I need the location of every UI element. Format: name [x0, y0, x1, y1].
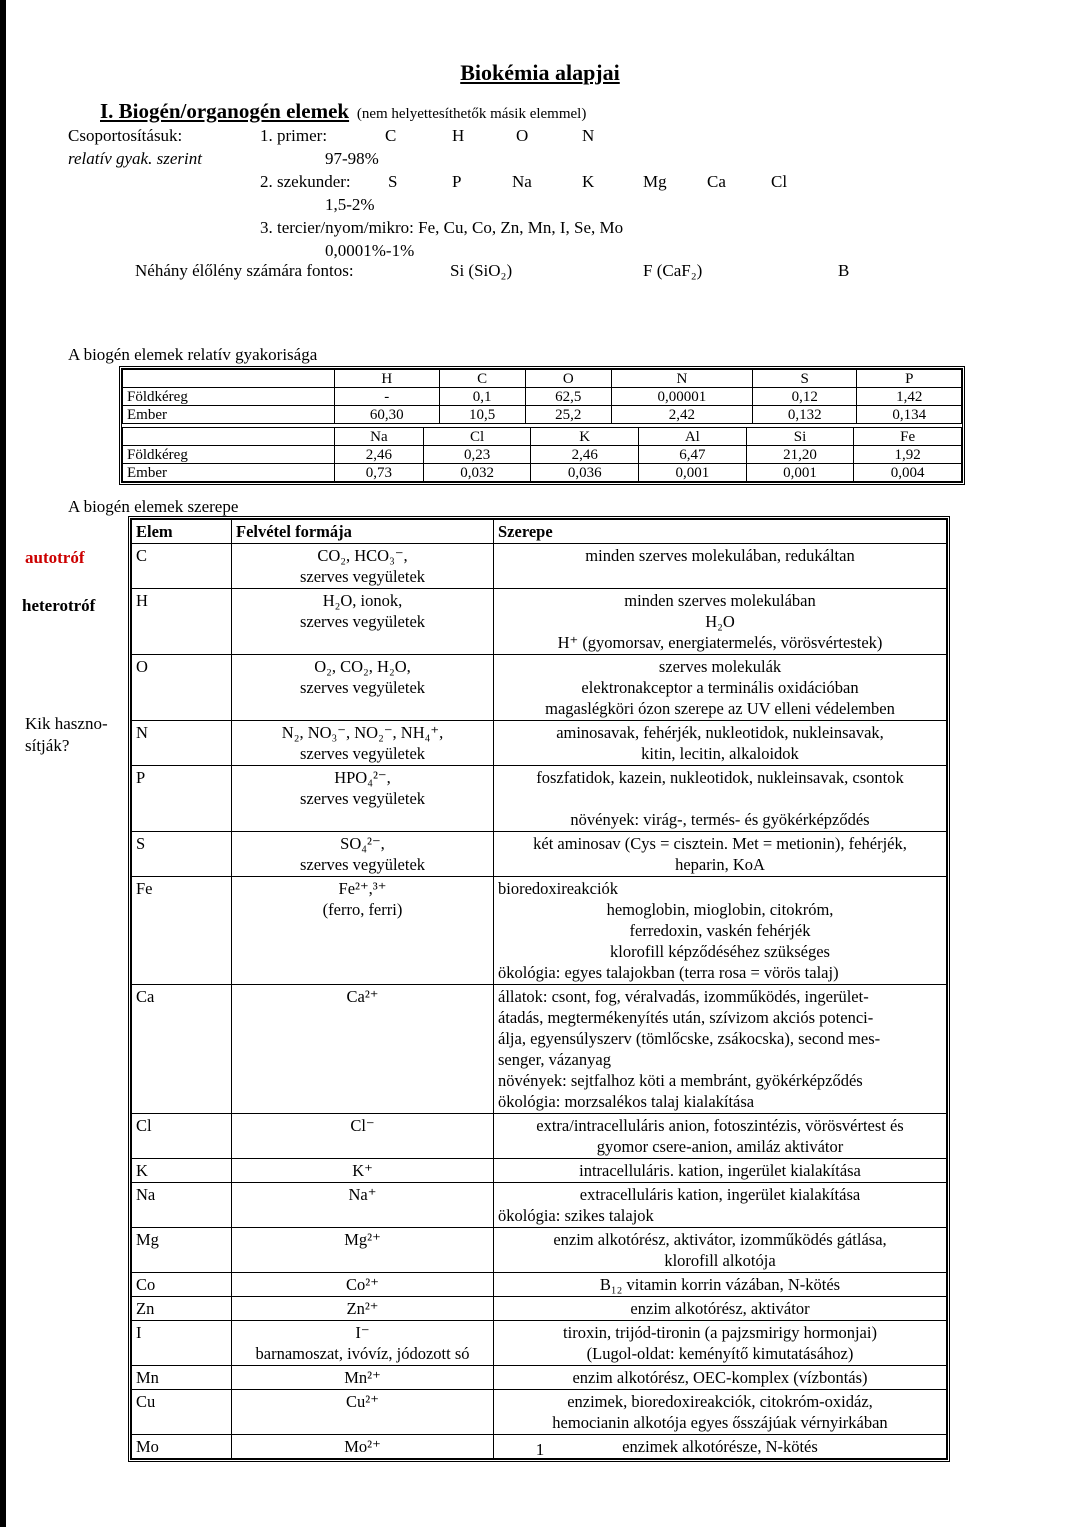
element-symbol: Zn [132, 1297, 232, 1321]
primer-label: 1. primer: [260, 126, 328, 145]
freq-value: 10,5 [439, 406, 525, 424]
uptake-form: I⁻ barnamoszat, ivóvíz, jódozott só [232, 1321, 494, 1366]
uptake-form: Ca²⁺ [232, 985, 494, 1114]
role-description: minden szerves molekulában H₂O H⁺ (gyomorsav, energiatermelés, vörösvértestek) [494, 589, 947, 655]
role-row-na [132, 1183, 947, 1228]
uptake-form: N₂, NO₃⁻, NO₂⁻, NH₄⁺, szerves vegyületek [232, 721, 494, 766]
freq-col-header: Na [335, 428, 424, 446]
primer-percentage: 97-98% [325, 149, 379, 168]
freq-value: 25,2 [525, 406, 611, 424]
role-row-mg [132, 1228, 947, 1273]
szekunder-element-s: S [388, 172, 398, 191]
important-item-f: F (CaF₂) [643, 261, 703, 280]
role-table-grid [131, 519, 947, 1459]
szekunder-element-mg: Mg [643, 172, 667, 191]
freq-value: 2,46 [531, 446, 639, 464]
element-symbol: N [132, 721, 232, 766]
uptake-form: SO₄²⁻, szerves vegyületek [232, 832, 494, 877]
role-col-header: Elem [132, 520, 232, 544]
tercier-percentage: 0,0001%-1% [325, 241, 415, 260]
role-description: minden szerves molekulában, redukáltan [494, 544, 947, 589]
role-row-c [132, 544, 947, 589]
element-symbol: O [132, 655, 232, 721]
freq-value: 2,42 [611, 406, 752, 424]
uptake-form: Co²⁺ [232, 1273, 494, 1297]
freq-col-header: P [857, 370, 962, 388]
freq-value: 0,032 [423, 464, 531, 482]
role-row-fe [132, 877, 947, 985]
role-row-s [132, 832, 947, 877]
freq-value: 0,134 [857, 406, 962, 424]
annotation-kik-line2: sítják? [25, 736, 70, 755]
role-description: aminosavak, fehérjék, nukleotidok, nukleinsavak, kitin, lecitin, alkaloidok [494, 721, 947, 766]
uptake-form: Fe²⁺,³⁺ (ferro, ferri) [232, 877, 494, 985]
freq-col-header: Fe [854, 428, 962, 446]
uptake-form: Cu²⁺ [232, 1390, 494, 1435]
element-symbol: I [132, 1321, 232, 1366]
role-col-header: Felvétel formája [232, 520, 494, 544]
annotation-autotrof: autotróf [25, 548, 85, 567]
role-description: bioredoxireakciók hemoglobin, mioglobin, citokróm, ferredoxin, vaskén fehérjék klorofill képződéséhez szükséges ökológia: egyes talajokban (terra rosa = vörös talaj) [494, 877, 947, 985]
role-description: extracelluláris kation, ingerület kialakítása ökológia: szikes talajok [494, 1183, 947, 1228]
element-symbol: Cl [132, 1114, 232, 1159]
szekunder-element-na: Na [512, 172, 532, 191]
freq-value: 0,004 [854, 464, 962, 482]
role-description: enzim alkotórész, aktivátor, izomműködés gátlása, klorofill alkotója [494, 1228, 947, 1273]
freq-value: 0,12 [752, 388, 857, 406]
primer-element-n: N [582, 126, 595, 145]
role-row-o [132, 655, 947, 721]
szekunder-element-cl: Cl [771, 172, 788, 191]
uptake-form: Mo²⁺ [232, 1435, 494, 1459]
role-col-header: Szerepe [494, 520, 947, 544]
role-row-h [132, 589, 947, 655]
role-description: enzimek alkotórésze, N-kötés [494, 1435, 947, 1459]
freq-row [123, 464, 962, 482]
element-symbol: S [132, 832, 232, 877]
role-description: B₁₂ vitamin korrin vázában, N-kötés [494, 1273, 947, 1297]
important-item-b: B [838, 261, 850, 280]
role-description: extra/intracelluláris anion, fotoszintézis, vörösvértest és gyomor csere-anion, amiláz aktivátor [494, 1114, 947, 1159]
freq-table-part2 [122, 427, 962, 482]
element-symbol: Fe [132, 877, 232, 985]
uptake-form: Mn²⁺ [232, 1366, 494, 1390]
freq-value: 1,92 [854, 446, 962, 464]
freq-value: 60,30 [335, 406, 440, 424]
freq-row [123, 446, 962, 464]
freq-value: 0,001 [746, 464, 854, 482]
element-symbol: Cu [132, 1390, 232, 1435]
primer-element-h: H [452, 126, 465, 145]
role-description: enzim alkotórész, OEC-komplex (vízbontás) [494, 1366, 947, 1390]
role-description: foszfatidok, kazein, nukleotidok, nukleinsavak, csontok növények: virág-, termés- és gyökérképződés [494, 766, 947, 832]
annotation-kik-line1: Kik haszno- [25, 714, 108, 733]
freq-row [123, 388, 962, 406]
freq-value: 2,46 [335, 446, 424, 464]
freq-value: 0,00001 [611, 388, 752, 406]
freq-value: 1,42 [857, 388, 962, 406]
scan-edge-artifact [0, 0, 6, 1527]
uptake-form: Na⁺ [232, 1183, 494, 1228]
szekunder-label: 2. szekunder: [260, 172, 351, 191]
freq-value: 0,036 [531, 464, 639, 482]
uptake-form: HPO₄²⁻, szerves vegyületek [232, 766, 494, 832]
primer-element-c: C [385, 126, 397, 145]
freq-corner-cell [123, 370, 335, 388]
section-heading-text: I. Biogén/organogén elemek [100, 99, 350, 123]
szekunder-element-p: P [452, 172, 462, 191]
uptake-form: Cl⁻ [232, 1114, 494, 1159]
element-symbol: Mo [132, 1435, 232, 1459]
tercier-label: 3. tercier/nyom/mikro: Fe, Cu, Co, Zn, Mn, I, Se, Mo [260, 218, 624, 237]
freq-value: 0,1 [439, 388, 525, 406]
role-description: enzim alkotórész, aktivátor [494, 1297, 947, 1321]
freq-corner-cell [123, 428, 335, 446]
page-number: 1 [535, 1440, 545, 1459]
freq-value: 0,132 [752, 406, 857, 424]
important-item-si: Si (SiO₂) [450, 261, 513, 280]
szekunder-element-ca: Ca [707, 172, 726, 191]
freq-value: 0,23 [423, 446, 531, 464]
role-description: intracelluláris. kation, ingerület kialakítása [494, 1159, 947, 1183]
freq-col-header: O [525, 370, 611, 388]
freq-row-label: Ember [123, 464, 335, 482]
role-row-k [132, 1159, 947, 1183]
role-row-zn [132, 1297, 947, 1321]
freq-col-header: Si [746, 428, 854, 446]
freq-col-header: Cl [423, 428, 531, 446]
freq-value: - [335, 388, 440, 406]
freq-col-header: N [611, 370, 752, 388]
section-heading-note: (nem helyettesíthetők másik elemmel) [356, 106, 587, 122]
freq-row-label: Földkéreg [123, 446, 335, 464]
freq-col-header: Al [639, 428, 747, 446]
szekunder-percentage: 1,5-2% [325, 195, 375, 214]
element-symbol: Mg [132, 1228, 232, 1273]
element-symbol: Na [132, 1183, 232, 1228]
role-row-n [132, 721, 947, 766]
primer-element-o: O [516, 126, 529, 145]
role-row-cu [132, 1390, 947, 1435]
role-description: enzimek, bioredoxireakciók, citokróm-oxidáz, hemocianin alkotója egyes ősszájúak vérnyirkában [494, 1390, 947, 1435]
role-description: szerves molekulák elektronakceptor a terminális oxidációban magaslégköri ózon szerepe az UV elleni védelemben [494, 655, 947, 721]
freq-table-caption: A biogén elemek relatív gyakorisága [68, 345, 318, 364]
freq-value: 0,001 [639, 464, 747, 482]
doc-title: Biokémia alapjai [460, 60, 620, 85]
role-row-i [132, 1321, 947, 1366]
freq-row-label: Ember [123, 406, 335, 424]
freq-col-header: H [335, 370, 440, 388]
element-symbol: C [132, 544, 232, 589]
role-table-caption: A biogén elemek szerepe [68, 497, 239, 516]
annotation-heterotrof: heterotróf [22, 596, 96, 615]
szekunder-element-k: K [582, 172, 595, 191]
element-symbol: H [132, 589, 232, 655]
freq-value: 21,20 [746, 446, 854, 464]
grouping-sublabel: relatív gyak. szerint [68, 149, 202, 168]
freq-col-header: S [752, 370, 857, 388]
freq-row [123, 370, 962, 388]
freq-value: 0,73 [335, 464, 424, 482]
freq-value: 62,5 [525, 388, 611, 406]
uptake-form: H₂O, ionok, szerves vegyületek [232, 589, 494, 655]
uptake-form: CO₂, HCO₃⁻, szerves vegyületek [232, 544, 494, 589]
role-row-p [132, 766, 947, 832]
element-symbol: Co [132, 1273, 232, 1297]
uptake-form: O₂, CO₂, H₂O, szerves vegyületek [232, 655, 494, 721]
section-heading [100, 99, 586, 124]
freq-col-header: C [439, 370, 525, 388]
role-table [130, 518, 948, 1460]
element-symbol: Ca [132, 985, 232, 1114]
freq-col-header: K [531, 428, 639, 446]
freq-row-label: Földkéreg [123, 388, 335, 406]
role-row-mn [132, 1366, 947, 1390]
role-description: állatok: csont, fog, véralvadás, izomműködés, ingerület- átadás, megtermékenyítés után, szívizom akciós potenci- álja, egyensúlyszerv (tömlőcske, zsákocska), second mes- senger, vázanyag növények: sejtfalhoz köti a membránt, gyökérképződés ökológia: morzsalékos talaj kialakítása [494, 985, 947, 1114]
element-symbol: P [132, 766, 232, 832]
freq-table [121, 368, 963, 483]
uptake-form: Mg²⁺ [232, 1228, 494, 1273]
element-symbol: Mn [132, 1366, 232, 1390]
role-description: két aminosav (Cys = cisztein. Met = metionin), fehérjék, heparin, KoA [494, 832, 947, 877]
freq-table-part1 [122, 369, 962, 424]
freq-row [123, 428, 962, 446]
freq-row [123, 406, 962, 424]
role-description: tiroxin, trijód-tironin (a pajzsmirigy hormonjai) (Lugol-oldat: keményítő kimutatásához) [494, 1321, 947, 1366]
role-row-cl [132, 1114, 947, 1159]
role-row-ca [132, 985, 947, 1114]
uptake-form: K⁺ [232, 1159, 494, 1183]
grouping-label: Csoportosításuk: [68, 126, 183, 145]
role-header-row [132, 520, 947, 544]
freq-value: 6,47 [639, 446, 747, 464]
uptake-form: Zn²⁺ [232, 1297, 494, 1321]
element-symbol: K [132, 1159, 232, 1183]
important-label: Néhány élőlény számára fontos: [135, 261, 354, 280]
role-row-co [132, 1273, 947, 1297]
